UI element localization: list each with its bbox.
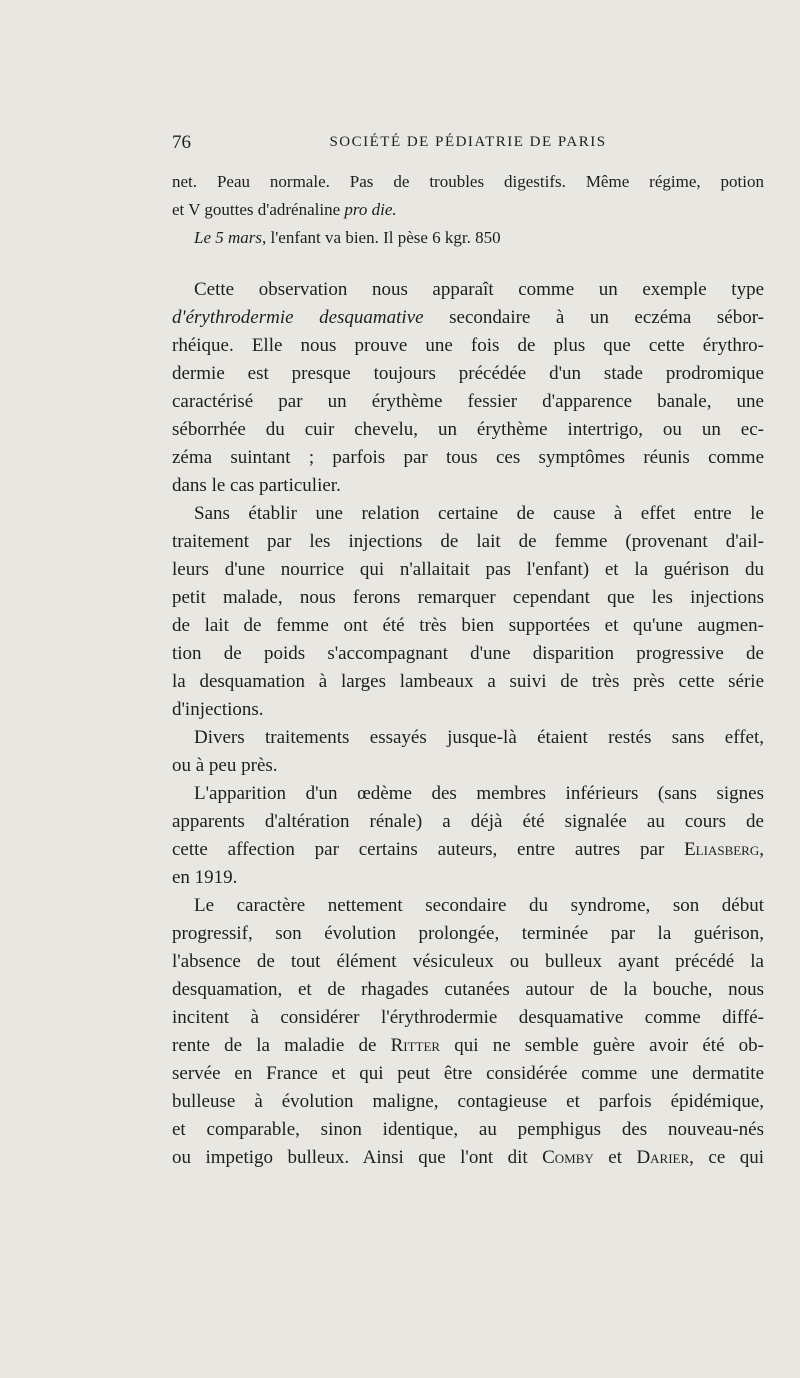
body-text — [172, 168, 764, 1172]
text-line — [172, 892, 764, 920]
author-name: Ritter — [390, 1035, 441, 1056]
text-line — [172, 388, 764, 416]
text-line — [172, 780, 764, 808]
text-span: servée en France et qui peut être considérée comme une dermatite — [172, 1063, 764, 1084]
text-span: zéma suintant ; parfois par tous ces symptômes réunis comme — [172, 447, 764, 468]
text-span: incitent à considérer l'érythrodermie desquamative comme diffé- — [172, 1007, 764, 1028]
text-span: dermie est presque toujours précédée d'un stade prodromique — [172, 363, 764, 384]
text-span: rhéique. Elle nous prouve une fois de plus que cette érythro- — [172, 335, 764, 356]
text-line — [172, 696, 764, 724]
text-line — [172, 1116, 764, 1144]
text-line — [172, 668, 764, 696]
author-name: Comby — [542, 1147, 594, 1168]
text-span: ou à peu près. — [172, 755, 278, 776]
text-line — [172, 1144, 764, 1172]
text-span: et — [593, 1147, 637, 1168]
text-span: tion de poids s'accompagnant d'une disparition progressive de — [172, 643, 764, 664]
text-span: d'injections. — [172, 699, 264, 720]
text-span: bulleuse à évolution maligne, contagieuse et parfois épidémique, — [172, 1091, 764, 1112]
text-span: en 1919. — [172, 867, 238, 888]
text-line — [172, 1088, 764, 1116]
text-span: leurs d'une nourrice qui n'allaitait pas l'enfant) et la guérison du — [172, 559, 764, 580]
paragraph-gap — [172, 252, 764, 276]
text-span: secondaire à un eczéma sébor- — [423, 307, 764, 328]
text-span: net. Peau normale. Pas de troubles digestifs. Même régime, potion — [172, 172, 764, 191]
text-line — [172, 920, 764, 948]
text-span: la desquamation à larges lambeaux a suivi de très près cette série — [172, 671, 764, 692]
page-number: 76 — [172, 132, 191, 153]
text-line — [172, 1004, 764, 1032]
text-line — [172, 612, 764, 640]
text-line — [172, 1060, 764, 1088]
text-span: séborrhée du cuir chevelu, un érythème intertrigo, ou un ec- — [172, 419, 764, 440]
text-line — [172, 360, 764, 388]
text-line — [172, 196, 764, 224]
text-line — [172, 808, 764, 836]
text-span: dans le cas particulier. — [172, 475, 341, 496]
text-span: petit malade, nous ferons remarquer cependant que les injections — [172, 587, 764, 608]
text-line — [172, 976, 764, 1004]
text-line — [172, 640, 764, 668]
text-span: et V gouttes d'adrénaline — [172, 200, 345, 219]
author-name: Eliasberg, — [684, 839, 764, 860]
text-line — [172, 752, 764, 780]
text-line — [172, 332, 764, 360]
text-span: L'apparition d'un œdème des membres inférieurs (sans signes — [194, 783, 764, 804]
text-span: desquamation, et de rhagades cutanées autour de la bouche, nous — [172, 979, 764, 1000]
text-line — [172, 500, 764, 528]
text-line — [172, 304, 764, 332]
italic-span: Le 5 mars — [194, 228, 263, 247]
text-line — [172, 416, 764, 444]
running-title: SOCIÉTÉ DE PÉDIATRIE DE PARIS — [329, 134, 607, 150]
text-span: l'absence de tout élément vésiculeux ou bulleux ayant précédé la — [172, 951, 764, 972]
text-span: cette affection par certains auteurs, entre autres par — [172, 839, 685, 860]
text-line — [172, 1032, 764, 1060]
text-span: et comparable, sinon identique, au pemphigus des nouveau-nés — [172, 1119, 764, 1140]
text-line — [172, 864, 764, 892]
text-line — [172, 224, 764, 252]
text-line — [172, 556, 764, 584]
text-span: , ce qui — [689, 1147, 764, 1168]
text-line — [172, 948, 764, 976]
text-span: qui ne semble guère avoir été ob- — [440, 1035, 764, 1056]
text-span: de lait de femme ont été très bien supportées et qu'une augmen- — [172, 615, 764, 636]
page-header — [172, 132, 764, 156]
italic-span: pro die. — [344, 200, 397, 219]
text-line — [172, 444, 764, 472]
text-line — [172, 528, 764, 556]
text-span: , l'enfant va bien. Il pèse 6 kgr. 850 — [262, 228, 501, 247]
text-span: ou impetigo bulleux. Ainsi que l'ont dit — [172, 1147, 543, 1168]
text-line — [172, 836, 764, 864]
text-span: traitement par les injections de lait de femme (provenant d'ail- — [172, 531, 764, 552]
text-line — [172, 168, 764, 196]
text-span: Sans établir une relation certaine de cause à effet entre le — [194, 503, 764, 524]
text-span: Le caractère nettement secondaire du syndrome, son début — [194, 895, 764, 916]
italic-span: d'érythrodermie desquamative — [172, 307, 424, 328]
text-line — [172, 584, 764, 612]
text-line — [172, 472, 764, 500]
text-span: rente de la maladie de — [172, 1035, 391, 1056]
author-name: Darier — [636, 1147, 690, 1168]
text-span: Divers traitements essayés jusque-là étaient restés sans effet, — [194, 727, 764, 748]
text-line — [172, 724, 764, 752]
text-span: apparents d'altération rénale) a déjà été signalée au cours de — [172, 811, 764, 832]
text-line — [172, 276, 764, 304]
text-span: Cette observation nous apparaît comme un exemple type — [194, 279, 764, 300]
text-span: caractérisé par un érythème fessier d'apparence banale, une — [172, 391, 764, 412]
text-span: progressif, son évolution prolongée, terminée par la guérison, — [172, 923, 764, 944]
